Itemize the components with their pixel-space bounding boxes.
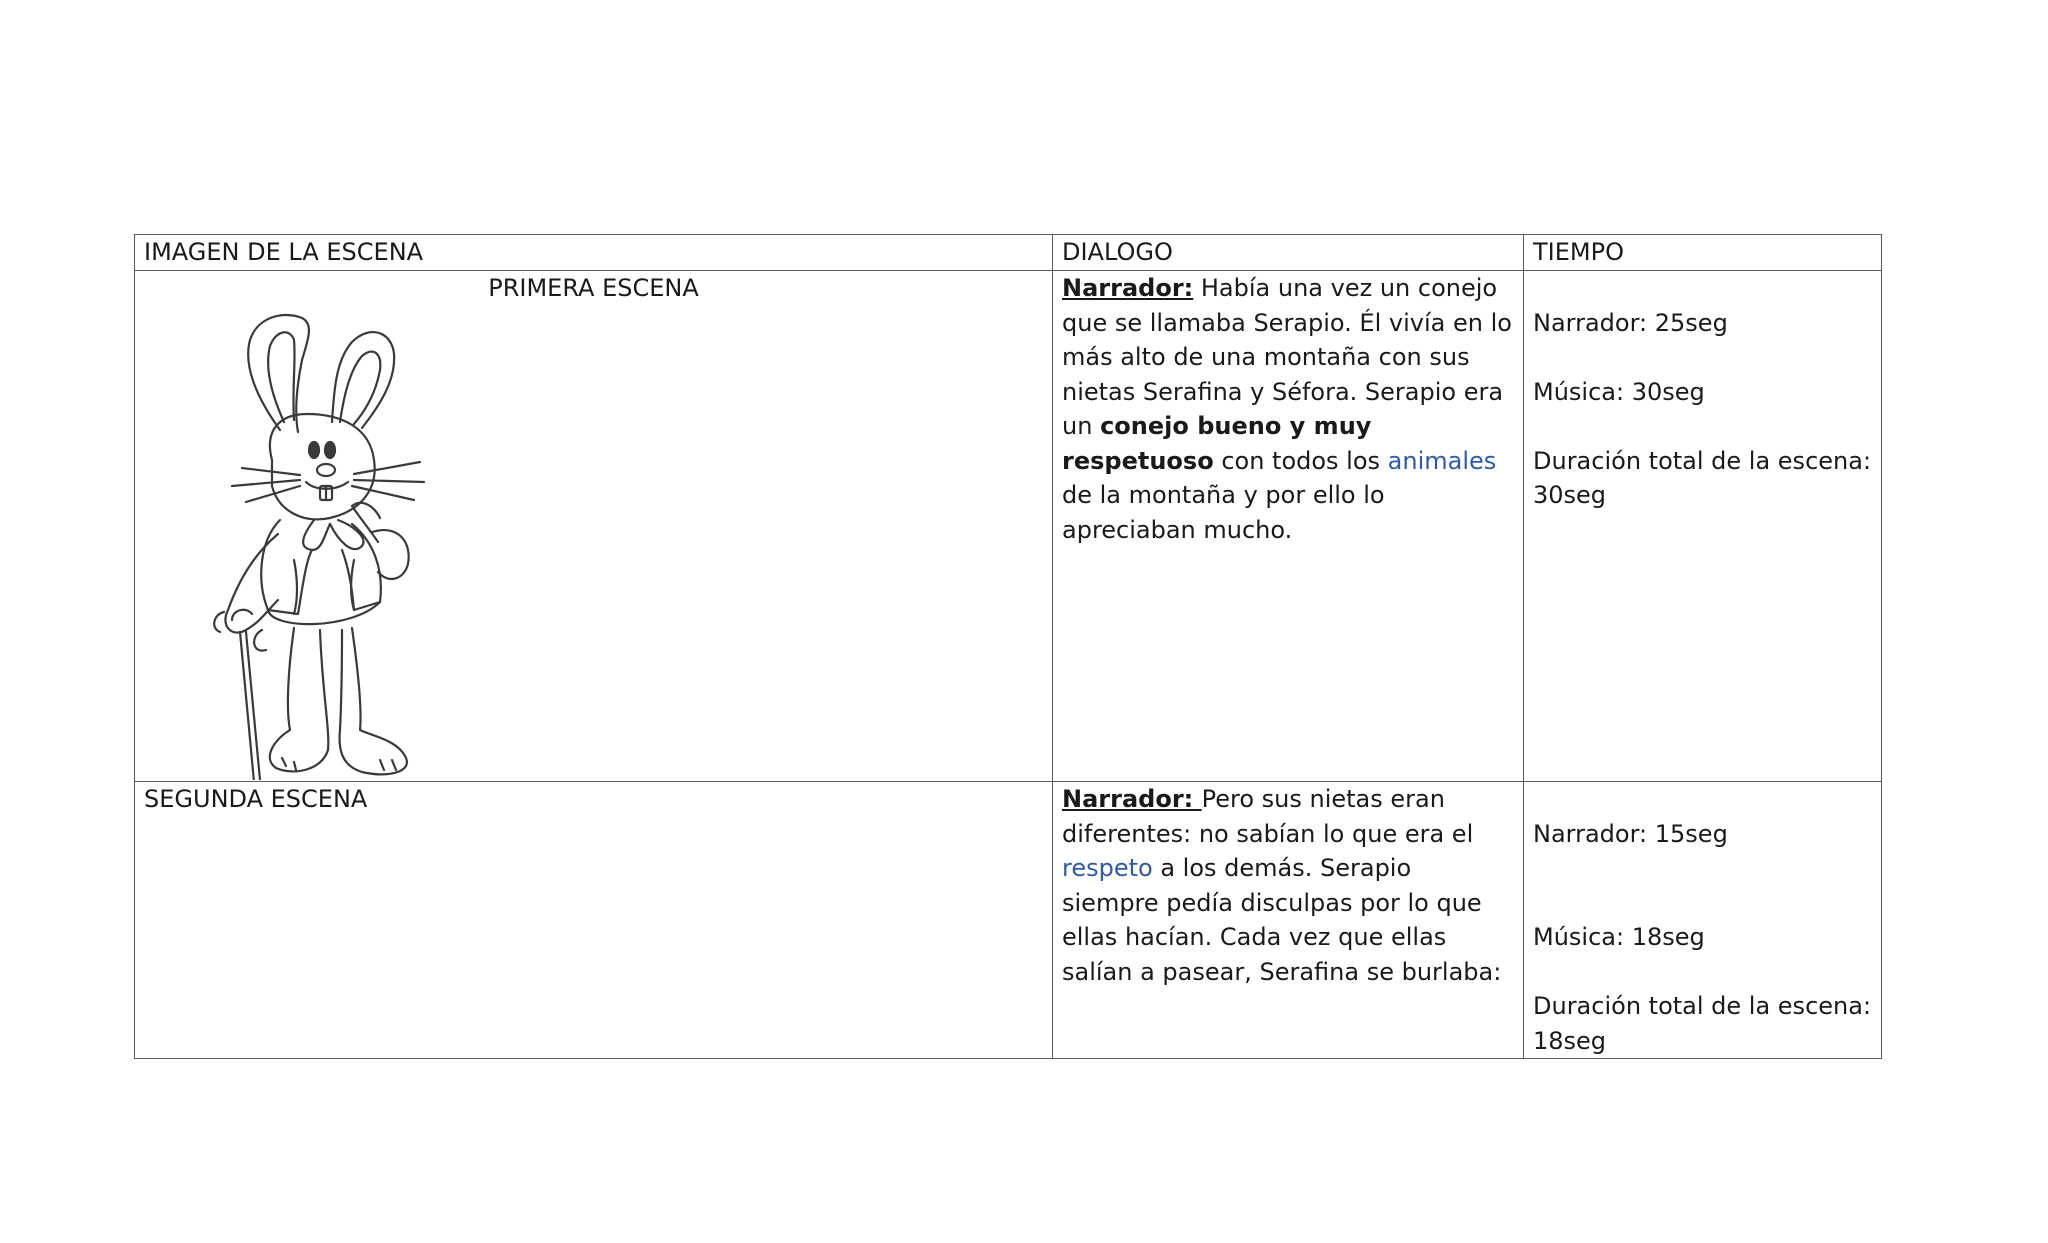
dialogue-text: con todos los xyxy=(1213,446,1388,475)
scene-title: PRIMERA ESCENA xyxy=(488,274,699,302)
total-duration: Duración total de la escena: 30seg xyxy=(1533,446,1872,509)
narrator-time: Narrador: 25seg xyxy=(1533,308,1728,337)
total-duration: Duración total de la escena: 18seg xyxy=(1533,992,1872,1055)
scene-title: SEGUNDA ESCENA xyxy=(144,785,368,813)
scene-dialogue-cell xyxy=(1053,782,1524,1059)
scene-time-cell xyxy=(1524,782,1882,1059)
scene-image-cell xyxy=(135,782,1053,1059)
storyboard-table xyxy=(134,234,1882,1059)
music-time: Música: 18seg xyxy=(1533,923,1705,951)
dialogue-link[interactable]: animales xyxy=(1387,446,1497,475)
dialogue-text: de la montaña y por ello lo apreciaban mucho. xyxy=(1062,481,1385,544)
narrator-time: Narrador: 15seg xyxy=(1533,819,1728,848)
scene-dialogue-cell xyxy=(1053,271,1524,782)
rabbit-with-cane-icon xyxy=(202,310,522,780)
dialogue-text: a los demás. Serapio siempre pedía disculpas por lo que ellas hacían. Cada vez que ellas salían a pasear, Serafina se burlaba: xyxy=(1062,854,1502,986)
header-dialogue: DIALOGO xyxy=(1053,235,1524,271)
scene-image-cell xyxy=(135,271,1053,782)
dialogue-text: Pero sus nietas eran diferentes: no sabían lo que era el xyxy=(1062,785,1474,848)
dialogue-emphasis: conejo bueno y muy respetuoso xyxy=(1062,412,1372,475)
dialogue-link[interactable]: respeto xyxy=(1062,854,1153,882)
table-header-row xyxy=(135,235,1882,271)
scene-time-cell xyxy=(1524,271,1882,782)
speaker-label: Narrador: xyxy=(1062,785,1202,813)
table-row xyxy=(135,271,1882,782)
header-time: TIEMPO xyxy=(1524,235,1882,271)
header-image: IMAGEN DE LA ESCENA xyxy=(135,235,1053,271)
music-time: Música: 30seg xyxy=(1533,377,1705,406)
table-row xyxy=(135,782,1882,1059)
dialogue-text: Había una vez un conejo que se llamaba Serapio. Él vivía en lo más alto de una montaña con sus nietas Serafina y Séfora. Serapio era un xyxy=(1062,274,1512,440)
speaker-label: Narrador: xyxy=(1062,274,1194,302)
